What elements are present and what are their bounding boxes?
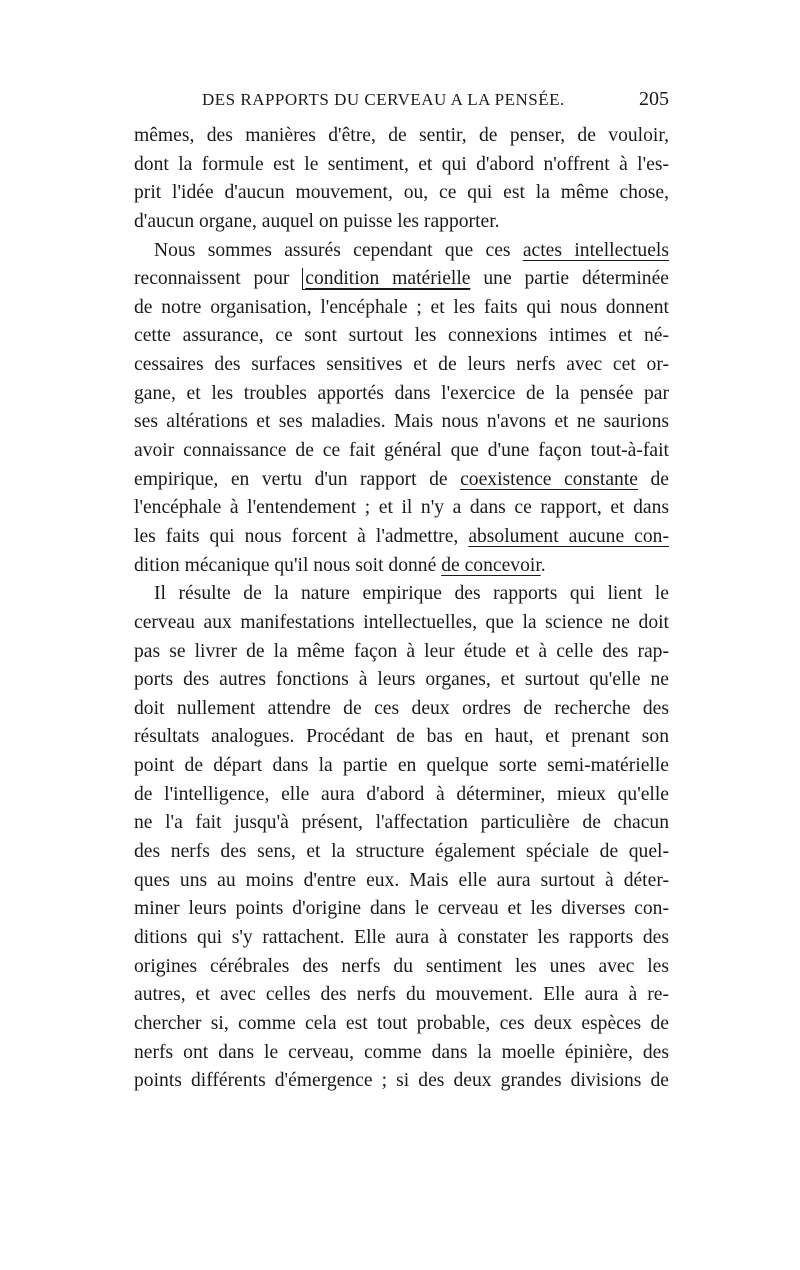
text-line: prit l'idée d'aucun mouvement, ou, ce qui est la même chose,: [134, 182, 669, 204]
text-line: autres, et avec celles des nerfs du mouvement. Elle aura à re-: [134, 984, 669, 1006]
text-line: cerveau aux manifestations intellectuelles, que la science ne doit: [134, 611, 669, 633]
text-line: ditions qui s'y rattachent. Elle aura à constater les rapports des: [134, 926, 669, 948]
text-line: ports des autres fonctions à leurs organes, et surtout qu'elle ne: [134, 669, 669, 691]
text-line: de l'intelligence, elle aura d'abord à déterminer, mieux qu'elle: [134, 783, 669, 805]
text-line: doit nullement attendre de ces deux ordres de recherche des: [134, 697, 669, 719]
text-line: résultats analogues. Procédant de bas en haut, et prenant son: [134, 726, 669, 748]
text-line: l'encéphale à l'entendement ; et il n'y a dans ce rapport, et dans: [134, 497, 669, 519]
text-line: mêmes, des manières d'être, de sentir, de penser, de vouloir,: [134, 125, 669, 146]
underlined-phrase: absolument aucune con-: [468, 525, 669, 547]
text-line: Nous sommes assurés cependant que ces actes intellectuels: [154, 239, 669, 261]
text-line: pas se livrer de la même façon à leur étude et à celle des rap-: [134, 640, 669, 662]
text-line: point de départ dans la partie en quelque sorte semi-matérielle: [134, 755, 669, 777]
text-line: ses altérations et ses maladies. Mais nous n'avons et ne saurions: [134, 411, 669, 433]
text-line: Il résulte de la nature empirique des rapports qui lient le: [154, 583, 669, 605]
text-line: chercher si, comme cela est tout probable, ces deux espèces de: [134, 1012, 669, 1034]
underlined-phrase: actes intellectuels: [522, 239, 669, 261]
text-line: de notre organisation, l'encéphale ; et les faits qui nous donnent: [134, 296, 669, 318]
text-line: des nerfs des sens, et la structure également spéciale de quel-: [134, 841, 669, 863]
text-line: reconnaissent pour condition matérielle une partie déterminée: [134, 268, 669, 290]
text-line: dition mécanique qu'il nous soit donné de concevoir.: [134, 554, 546, 576]
body-text: [134, 122, 669, 1096]
running-title: DES RAPPORTS DU CERVEAU A LA PENSÉE.: [202, 90, 565, 109]
underlined-phrase: coexistence constante: [460, 468, 638, 490]
underlined-phrase: de concevoir: [441, 554, 541, 576]
text-line: dont la formule est le sentiment, et qui d'abord n'offrent à l'es-: [134, 153, 669, 175]
text-line: empirique, en vertu d'un rapport de coexistence constante de: [134, 468, 669, 490]
underlined-phrase: condition matérielle: [302, 268, 470, 290]
text-line: miner leurs points d'origine dans le cerveau et les diverses con-: [134, 898, 669, 920]
running-header: [134, 90, 669, 116]
text-line: ques uns au moins d'entre eux. Mais elle aura surtout à déter-: [134, 869, 669, 891]
text-line: gane, et les troubles apportés dans l'exercice de la pensée par: [134, 382, 669, 404]
text-line: avoir connaissance de ce fait général que d'une façon tout-à-fait: [134, 440, 669, 462]
text-line: cette assurance, ce sont surtout les connexions intimes et né-: [134, 325, 669, 347]
text-line: points différents d'émergence ; si des deux grandes divisions de: [134, 1070, 669, 1092]
text-line: cessaires des surfaces sensitives et de leurs nerfs avec cet or-: [134, 354, 669, 376]
text-line: les faits qui nous forcent à l'admettre, absolument aucune con-: [134, 525, 669, 547]
text-line: d'aucun organe, auquel on puisse les rapporter.: [134, 210, 500, 232]
text-line: nerfs ont dans le cerveau, comme dans la moelle épinière, des: [134, 1041, 669, 1063]
text-line: origines cérébrales des nerfs du sentiment les unes avec les: [134, 955, 669, 977]
page-number: 205: [639, 88, 669, 110]
text-line: ne l'a fait jusqu'à présent, l'affectation particulière de chacun: [134, 812, 669, 834]
